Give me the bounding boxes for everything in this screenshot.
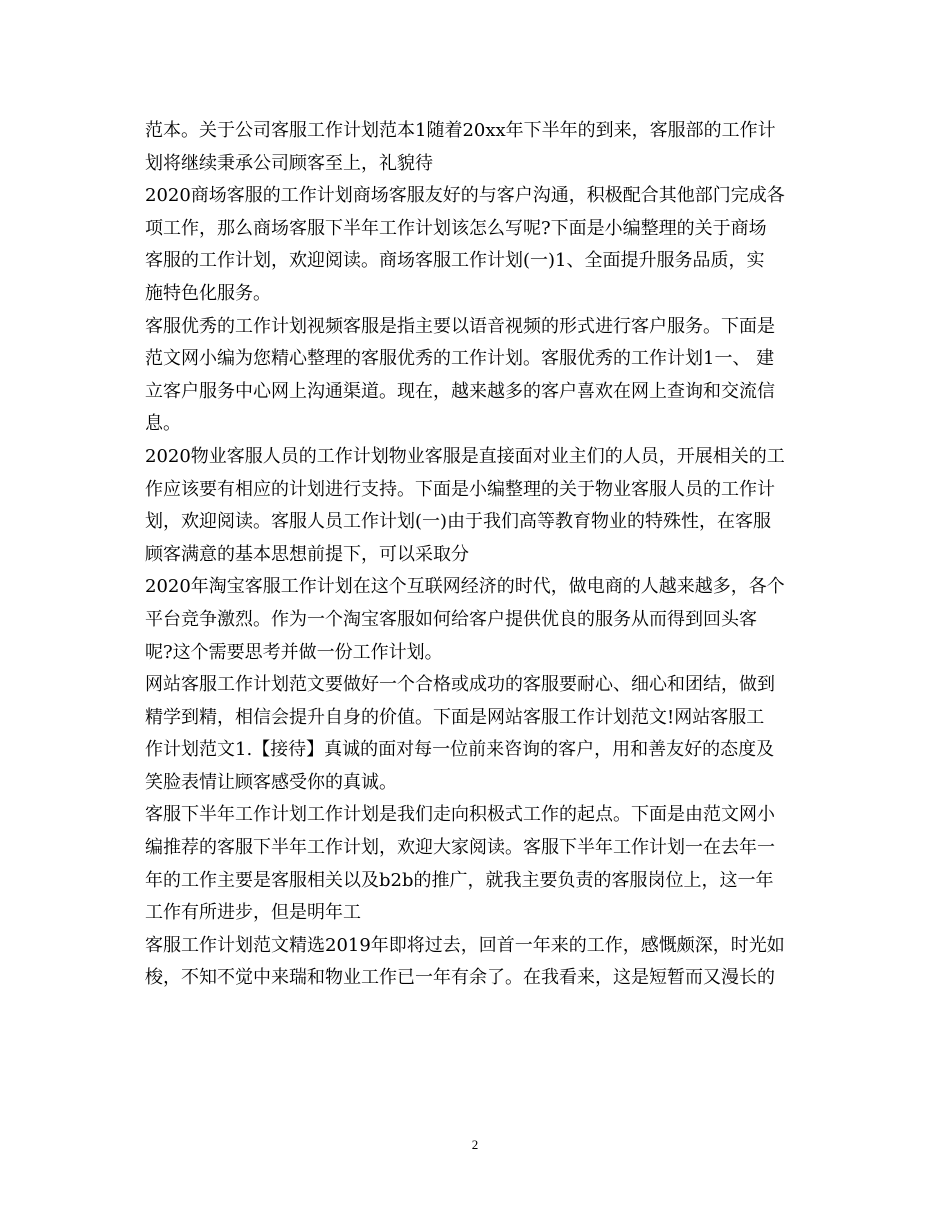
text-line: 网站客服工作计划范文要做好一个合格或成功的客服要耐心、细心和团结，做到 bbox=[145, 674, 775, 696]
text-line: 精学到精，相信会提升自身的价值。下面是网站客服工作计划范文!网站客服工 bbox=[145, 706, 765, 728]
body-text bbox=[145, 115, 815, 995]
text-line: 笑脸表情让顾客感受你的真诚。 bbox=[145, 771, 397, 793]
text-line: 范文网小编为您精心整理的客服优秀的工作计划。客服优秀的工作计划1一、 建 bbox=[145, 348, 775, 370]
text-line: 顾客满意的基本思想前提下，可以采取分 bbox=[145, 543, 469, 565]
text-line: 年的工作主要是客服相关以及b2b的推广，就我主要负责的客服岗位上，这一年 bbox=[145, 869, 774, 891]
text-line: 2020商场客服的工作计划商场客服友好的与客户沟通，积极配合其他部门完成各 bbox=[145, 185, 785, 207]
text-line: 2020物业客服人员的工作计划物业客服是直接面对业主们的人员，开展相关的工 bbox=[145, 445, 785, 467]
text-line: 2020年淘宝客服工作计划在这个互联网经济的时代，做电商的人越来越多，各个 bbox=[145, 576, 785, 598]
text-line: 范本。关于公司客服工作计划范本1随着20xx年下半年的到来，客服部的工作计 bbox=[145, 120, 776, 141]
text-line: 划，欢迎阅读。客服人员工作计划(一)由于我们高等教育物业的特殊性，在客服 bbox=[145, 511, 772, 533]
text-line: 作计划范文1.【接待】真诚的面对每一位前来咨询的客户，用和善友好的态度及 bbox=[145, 739, 775, 761]
text-line: 平台竞争激烈。作为一个淘宝客服如何给客户提供优良的服务从而得到回头客 bbox=[145, 608, 757, 630]
text-line: 工作有所进步，但是明年工 bbox=[145, 902, 361, 924]
page-number: 2 bbox=[471, 1137, 479, 1152]
text-line: 编推荐的客服下半年工作计划，欢迎大家阅读。客服下半年工作计划一在去年一 bbox=[145, 837, 775, 859]
text-line: 客服的工作计划，欢迎阅读。商场客服工作计划(一)1、全面提升服务品质，实 bbox=[145, 250, 765, 272]
text-line: 划将继续秉承公司顾客至上，礼貌待 bbox=[145, 152, 433, 174]
text-line: 客服优秀的工作计划视频客服是指主要以语音视频的形式进行客户服务。下面是 bbox=[145, 315, 775, 337]
text-line: 呢?这个需要思考并做一份工作计划。 bbox=[145, 641, 443, 663]
text-line: 项工作，那么商场客服下半年工作计划该怎么写呢?下面是小编整理的关于商场 bbox=[145, 217, 767, 239]
text-line: 施特色化服务。 bbox=[145, 282, 271, 304]
text-line: 梭，不知不觉中来瑞和物业工作已一年有余了。在我看来，这是短暂而又漫长的 bbox=[145, 967, 775, 989]
text-line: 作应该要有相应的计划进行支持。下面是小编整理的关于物业客服人员的工作计 bbox=[145, 478, 775, 500]
text-line: 立客户服务中心网上沟通渠道。现在，越来越多的客户喜欢在网上查询和交流信 bbox=[145, 380, 775, 402]
text-line: 客服工作计划范文精选2019年即将过去，回首一年来的工作，感慨颇深，时光如 bbox=[145, 934, 785, 956]
text-line: 客服下半年工作计划工作计划是我们走向积极式工作的起点。下面是由范文网小 bbox=[145, 804, 775, 826]
text-line: 息。 bbox=[145, 413, 181, 435]
